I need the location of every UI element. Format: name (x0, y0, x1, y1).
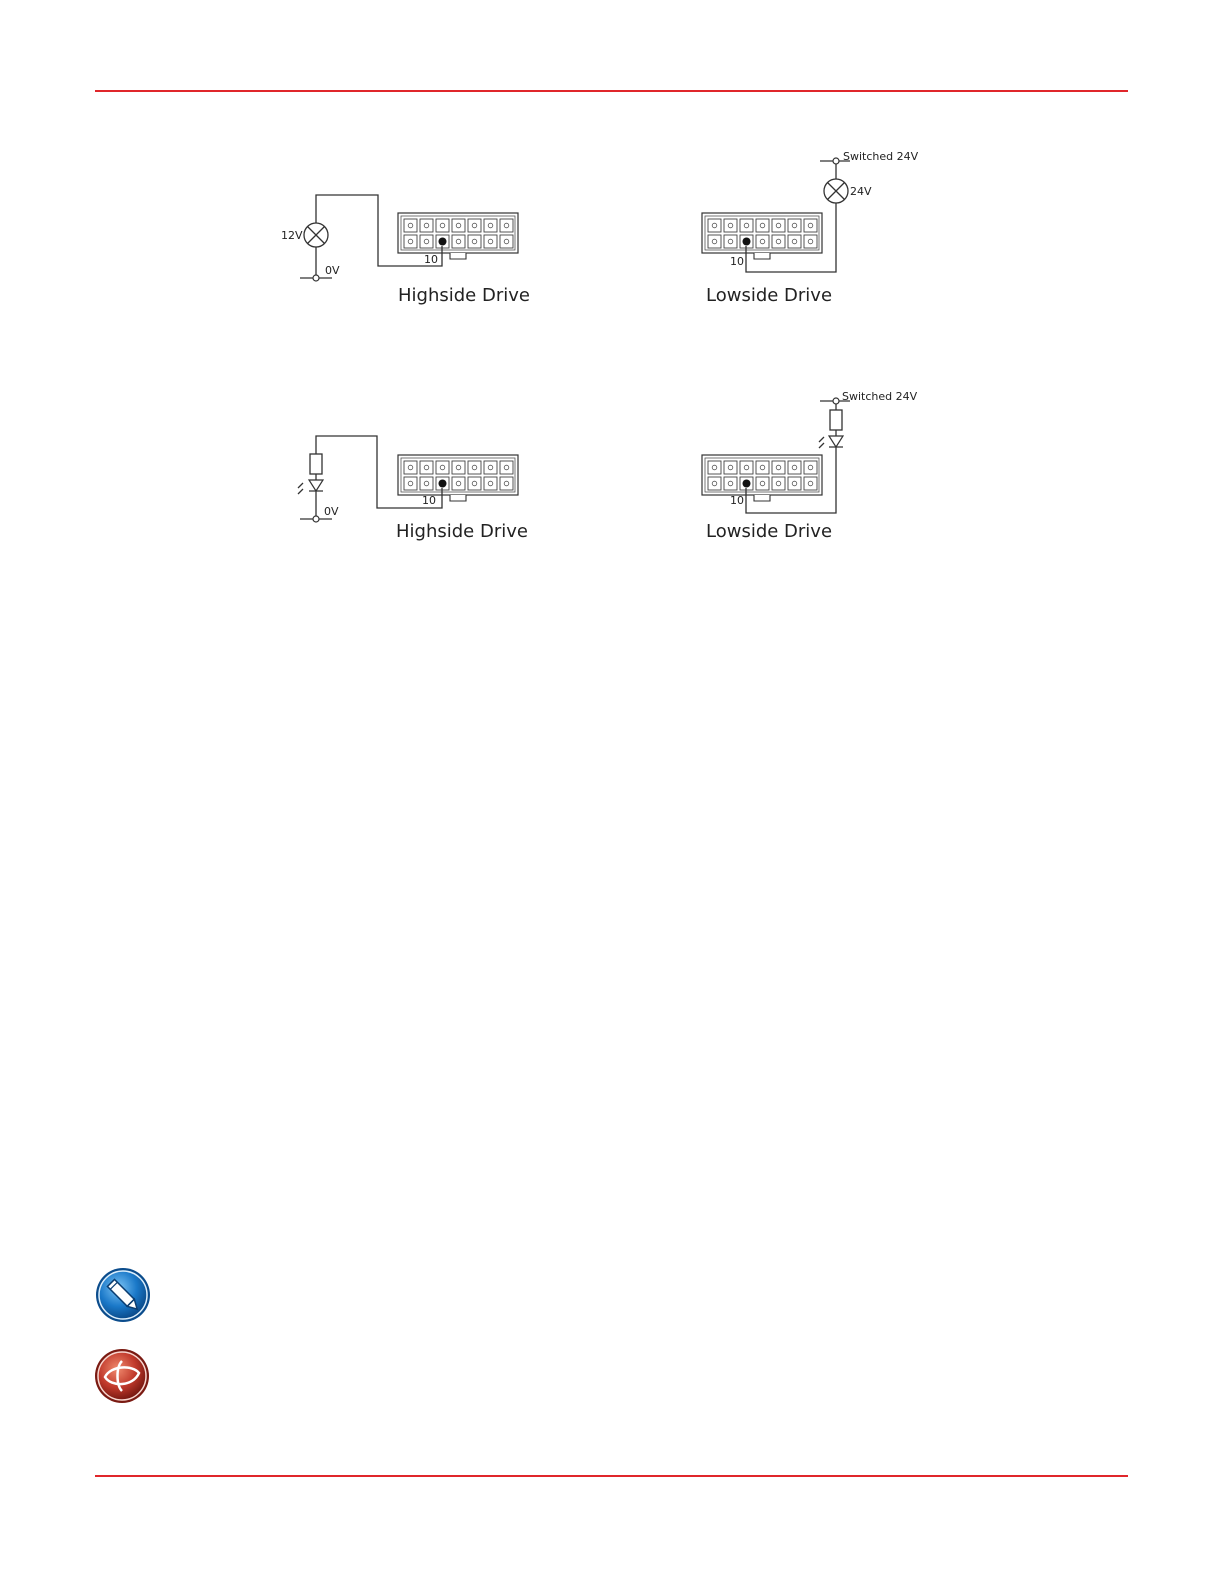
supply-label: Switched 24V (843, 150, 919, 163)
pin-label: 10 (730, 255, 744, 268)
highside-led-diagram (270, 420, 540, 550)
pencil-note-icon (94, 1266, 152, 1324)
highside-lamp-diagram (270, 180, 540, 310)
pin-label: 10 (730, 494, 744, 507)
footer-rule (95, 1475, 1128, 1477)
header-rule (95, 90, 1128, 92)
pin-label: 10 (424, 253, 438, 266)
lowside-led-diagram (690, 385, 930, 555)
diagram-caption: Highside Drive (396, 521, 528, 542)
lowside-lamp-diagram (690, 145, 930, 315)
ground-label: 0V (325, 264, 340, 277)
supply-label: 12V (281, 229, 303, 242)
diagram-caption: Highside Drive (398, 285, 530, 306)
load-label: 24V (850, 185, 872, 198)
diagram-caption: Lowside Drive (706, 521, 833, 542)
caution-icon (93, 1347, 151, 1405)
ground-label: 0V (324, 505, 339, 518)
pin-label: 10 (422, 494, 436, 507)
supply-label: Switched 24V (842, 390, 918, 403)
diagram-caption: Lowside Drive (706, 285, 833, 306)
